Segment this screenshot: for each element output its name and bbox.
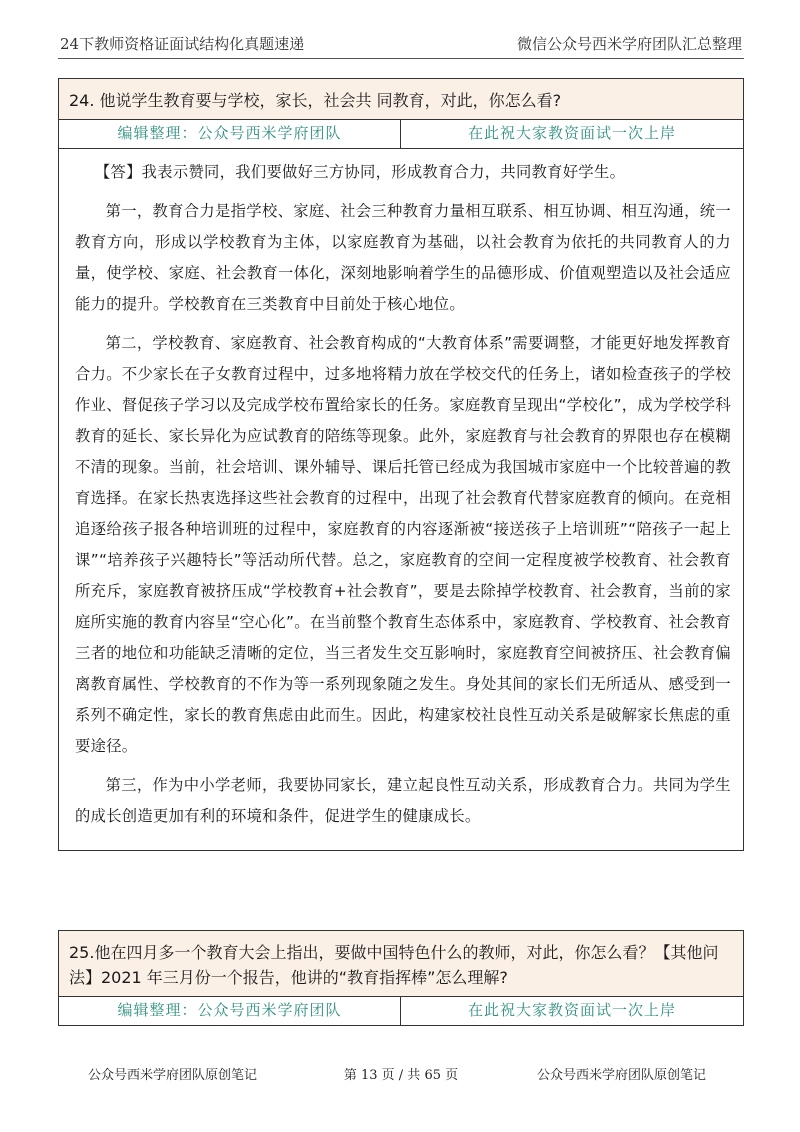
question-24-answer <box>59 149 743 850</box>
credit-editor: 编辑整理：公众号西米学府团队 <box>59 120 401 148</box>
answer-paragraph: 第二，学校教育、家庭教育、社会教育构成的“大教育体系”需要调整，才能更好地发挥教育合力。不少家长在子女教育过程中，过多地将精力放在学校交代的任务上，诸如检查孩子的学校作业、督促孩子学习以及完成学校布置给家长的任务。家庭教育呈现出“学校化”，成为学校学科教育的延长、家长异化为应试教育的陪练等现象。此外，家庭教育与社会教育的界限也存在模糊不清的现象。当前，社会培训、课外辅导、课后托管已经成为我国城市家庭中一个比较普遍的教育选择。在家长热衷选择这些社会教育的过程中，出现了社会教育代替家庭教育的倾向。在竞相追逐给孩子报各种培训班的过程中，家庭教育的内容逐渐被“接送孩子上培训班”“陪孩子一起上课”“培养孩子兴趣特长”等活动所代替。总之，家庭教育的空间一定程度被学校教育、社会教育所充斥，家庭教育被挤压成“学校教育+社会教育”，要是去除掉学校教育、社会教育，当前的家庭所实施的教育内容呈“空心化”。在当前整个教育生态体系中，家庭教育、学校教育、社会教育三者的地位和功能缺乏清晰的定位，当三者发生交互影响时，家庭教育空间被挤压、社会教育偏离教育属性、学校教育的不作为等一系列现象随之发生。身处其间的家长们无所适从、感受到一系列不确定性，家长的教育焦虑由此而生。因此，构建家校社良性互动关系是破解家长焦虑的重要途径。 <box>75 334 731 755</box>
answer-paragraph: 第三，作为中小学老师，我要协同家长，建立起良性互动关系，形成教育合力。共同为学生的成长创造更加有利的环境和条件，促进学生的健康成长。 <box>75 776 731 825</box>
question-24-box <box>58 78 744 851</box>
page-footer <box>58 1064 744 1088</box>
credit-wish: 在此祝大家教资面试一次上岸 <box>467 1001 676 1019</box>
question-25-credit-row <box>59 997 743 1025</box>
header-right-title: 微信公众号西米学府团队汇总整理 <box>516 35 742 53</box>
footer-left: 公众号西米学府团队原创笔记 <box>88 1068 258 1083</box>
question-24-title: 24. 他说学生教育要与学校，家长，社会共 同教育，对此，你怎么看? <box>59 79 743 120</box>
answer-paragraph: 【答】我表示赞同，我们要做好三方协同，形成教育合力，共同教育好学生。 <box>94 163 626 181</box>
footer-right: 公众号西米学府团队原创笔记 <box>536 1068 706 1083</box>
question-24-credit-row <box>59 120 743 149</box>
answer-paragraph: 第一，教育合力是指学校、家庭、社会三种教育力量相互联系、相互协调、相互沟通，统一教育方向，形成以学校教育为主体，以家庭教育为基础，以社会教育为依托的共同教育人的力量，使学校、家庭、社会教育一体化，深刻地影响着学生的品德形成、价值观塑造以及社会适应能力的提升。学校教育在三类教育中目前处于核心地位。 <box>75 202 731 313</box>
credit-editor: 编辑整理：公众号西米学府团队 <box>59 997 401 1025</box>
question-25-title: 25.他在四月多一个教育大会上指出，要做中国特色什么的教师，对此，你怎么看？【其他问法】2021 年三月份一个报告，他讲的“教育指挥棒”怎么理解? <box>59 931 743 997</box>
question-25-box <box>58 930 744 1026</box>
credit-wish: 在此祝大家教资面试一次上岸 <box>467 124 676 142</box>
page-number: 第 13 页 / 共 65 页 <box>343 1068 459 1083</box>
header-left-title: 24下教师资格证面试结构化真题速递 <box>60 35 305 53</box>
page-header <box>58 26 744 59</box>
